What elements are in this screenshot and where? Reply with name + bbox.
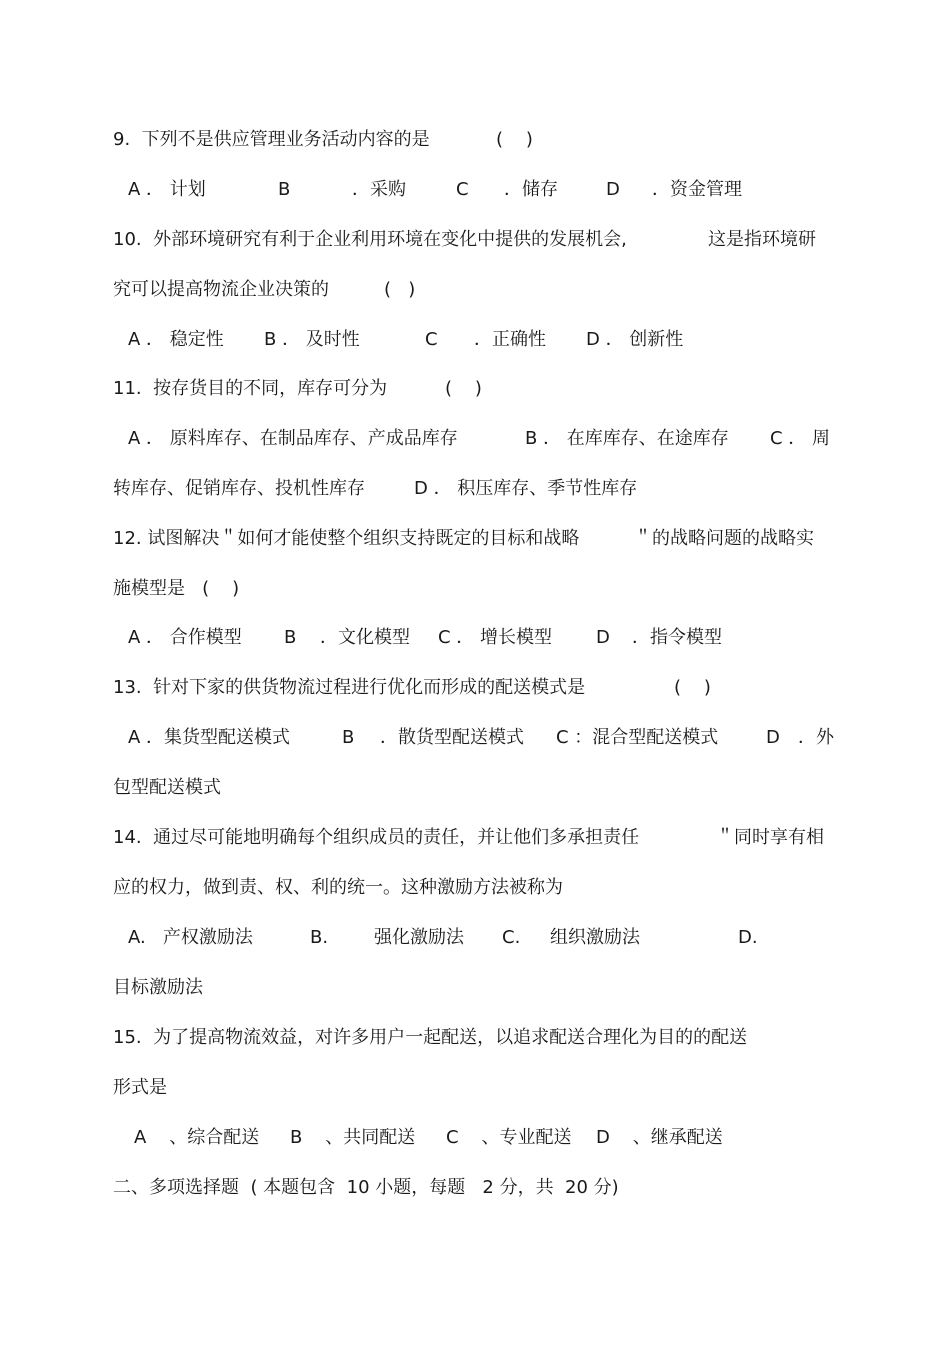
q14-option-c-text: 组织激励法 [550,927,640,948]
q11-stem-line [0,374,950,404]
q15-stem-line-2 [0,1073,950,1103]
q14-option-b-text: 强化激励法 [374,927,464,948]
q11-option-a: A ． 原料库存、在制品库存、产成品库存 [128,428,458,449]
q11-option-d: D ． 积压库存、季节性库存 [414,478,638,499]
q14-option-d-text: 目标激励法 [113,977,203,998]
q10-stem-line-2 [0,275,950,305]
q12-option-b-letter: B [284,627,297,648]
q13-options-line-2 [0,773,950,803]
q13-option-b-text: ．散货型配送模式 [380,727,524,748]
q15-stem: 15. 为了提高物流效益，对许多用户一起配送，以追求配送合理化为目的的配送 [113,1027,748,1048]
q10-option-c-text: ．正确性 [474,329,546,350]
q10-stem-part-2: 这是指环境研 [708,229,816,250]
q11-option-c-start: C ． 周 [770,428,831,449]
section-2-heading-line [0,1173,950,1203]
q14-stem-part-2: ＂同时享有相 [716,827,824,848]
q15-option-b: B 、共同配送 [290,1127,416,1148]
q15-option-a: A 、综合配送 [134,1127,260,1148]
q13-paren: ( ) [674,677,711,698]
q14-option-c-letter: C. [502,927,521,948]
q9-option-d-letter: D [606,179,620,200]
q13-option-a: A ．集货型配送模式 [128,727,291,748]
q9-option-a: A ． 计划 [128,179,206,200]
q10-option-d: D ． 创新性 [586,329,684,350]
q9-option-c-text: ．储存 [504,179,558,200]
q13-option-c: C ：混合型配送模式 [556,727,719,748]
q12-option-d-letter: D [596,627,610,648]
q9-option-b-text: ．采购 [352,179,406,200]
q9-option-b-letter: B [278,179,291,200]
q14-options-line-1 [0,923,950,953]
q14-option-d-letter: D. [738,927,758,948]
q12-option-b-text: ．文化模型 [320,627,410,648]
q12-option-c: C ． 增长模型 [438,627,553,648]
q14-option-a: A. 产权激励法 [128,927,253,948]
q11-options-line-1 [0,424,950,454]
q12-stem-part-2: ＂的战略问题的战略实 [634,528,814,549]
q9-option-c-letter: C [456,179,469,200]
q13-option-d-text: ．外 [798,727,834,748]
q14-stem-part-1: 14. 通过尽可能地明确每个组织成员的责任，并让他们多承担责任 [113,827,640,848]
q9-stem: 9. 下列不是供应管理业务活动内容的是 [113,129,430,150]
q11-options-line-2 [0,474,950,504]
q13-option-d-letter: D [766,727,780,748]
q15-stem-continued: 形式是 [113,1077,167,1098]
q15-option-d: D 、继承配送 [596,1127,723,1148]
q13-option-b-letter: B [342,727,355,748]
q15-options-line [0,1123,950,1153]
q12-option-d-text: ．指令模型 [632,627,722,648]
q12-stem-part-1: 12. 试图解决＂如何才能使整个组织支持既定的目标和战略 [113,528,580,549]
q14-stem-continued: 应的权力，做到责、权、利的统一。这种激励方法被称为 [113,877,563,898]
q10-stem-continued: 究可以提高物流企业决策的 [113,279,329,300]
q10-stem-line-1 [0,225,950,255]
q12-stem-continued: 施模型是 ( ) [113,578,240,599]
q11-option-c-continued: 转库存、促销库存、投机性库存 [113,478,365,499]
q14-stem-line-1 [0,823,950,853]
q15-stem-line-1 [0,1023,950,1053]
q13-options-line-1 [0,723,950,753]
q14-option-b-letter: B. [310,927,329,948]
q12-stem-line-2 [0,574,950,604]
q12-stem-line-1 [0,524,950,554]
q13-stem-line [0,673,950,703]
q9-options-line [0,175,950,205]
q10-option-c-letter: C [425,329,438,350]
section-2-heading: 二、多项选择题 ( 本题包含 10 小题，每题 2 分，共 20 分) [113,1177,619,1198]
q11-option-b: B ． 在库库存、在途库存 [525,428,729,449]
q9-paren: ( ) [496,129,533,150]
q10-stem-part-1: 10. 外部环境研究有利于企业利用环境在变化中提供的发展机会, [113,229,627,250]
q13-option-d-continued: 包型配送模式 [113,777,221,798]
q11-paren: ( ) [445,378,482,399]
q10-option-a: A ． 稳定性 [128,329,224,350]
q13-stem: 13. 针对下家的供货物流过程进行优化而形成的配送模式是 [113,677,586,698]
q11-stem: 11. 按存货目的不同，库存可分为 [113,378,388,399]
q9-stem-line [0,125,950,155]
q10-option-b: B ． 及时性 [264,329,360,350]
q12-options-line [0,623,950,653]
q10-options-line [0,325,950,355]
q9-option-d-text: ．资金管理 [652,179,742,200]
q10-paren: ( ) [384,279,416,300]
q12-option-a: A ． 合作模型 [128,627,242,648]
q14-stem-line-2 [0,873,950,903]
q14-options-line-2 [0,973,950,1003]
q15-option-c: C 、专业配送 [446,1127,572,1148]
